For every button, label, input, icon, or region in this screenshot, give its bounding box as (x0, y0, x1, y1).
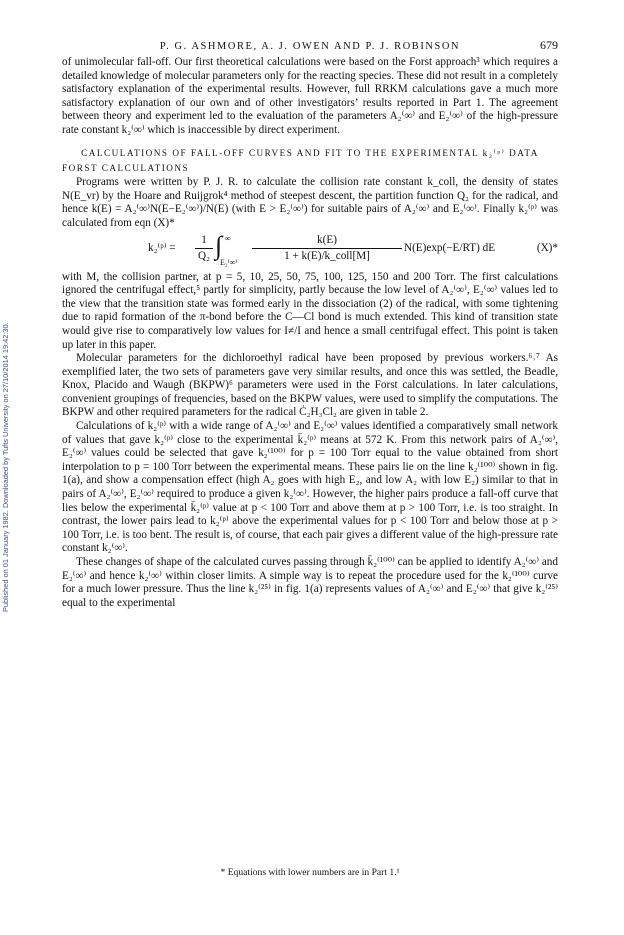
paragraph-calculations: Calculations of k₂⁽ᵖ⁾ with a wide range of A₂⁽∞⁾ and E₂⁽∞⁾ values identified a comparatively small network of values that gave k₂⁽ᵖ⁾ close to the experimental k̄₂⁽ᵖ⁾ means at 572 K. From this network pairs of A₂⁽∞⁾, E₂⁽∞⁾ values could be selected that gave k₂⁽¹⁰⁰⁾ for p = 100 Torr equal to the value obtained from short interpolation to p = 100 Torr between the experimental means. These pairs lie on the line k₂⁽¹⁰⁰⁾ shown in fig. 1(a), and show a compensation effect (high A₂ goes with high E₂, and low A₂ with low E₂) similar to that in pairs of A₂⁽∞⁾, E₂⁽∞⁾ required to produce a given k₂⁽∞⁾. However, the higher pairs produce a fall-off curve that lies below the experimental k̄₂⁽ᵖ⁾ value at p < 100 Torr and above them at p > 100 Torr, i.e. is too straight. In contrast, the lower pairs lead to k₂⁽ᵖ⁾ above the experimental values for p < 100 Torr and below those at p > 100 Torr, i.e. is too bent. The result is, of course, that each pair gives a different value of the high-pressure rate constant k₂⁽∞⁾. (62, 420, 558, 555)
integrand-numerator: k(E) (252, 234, 402, 250)
page-number: 679 (540, 38, 558, 52)
article-page (62, 40, 558, 610)
forst-paragraph: Programs were written by P. J. R. to calculate the collision rate constant k_coll, the density of states N(E_vr) by the Hoare and Ruijgrok⁴ method of steepest descent, the partition function Q₂ for the radical, and hence k(E) = A₂⁽∞⁾N(E−E₂⁽∞⁾)/N(E) (with E > E₂⁽∞⁾) for suitable pairs of A₂⁽∞⁾ and E₂⁽∞⁾. Finally k₂⁽ᵖ⁾ was calculated from eqn (X)* (62, 176, 558, 229)
running-head (62, 40, 558, 56)
equation-label: (X)* (536, 241, 558, 254)
equation-integrand-fraction (252, 234, 402, 264)
prefactor-numerator: 1 (195, 234, 213, 250)
running-head-authors: P. G. ASHMORE, A. J. OWEN AND P. J. ROBINSON (159, 41, 461, 52)
integral-upper-limit: ∞ (225, 233, 231, 243)
equation-x (62, 230, 558, 267)
integral-lower-limit: E₂⁽∞⁾ (220, 257, 238, 267)
paragraph-curve-shapes: These changes of shape of the calculated curves passing through k̄₂⁽¹⁰⁰⁾ can be applied to identify A₂⁽∞⁾ and E₂⁽∞⁾ and hence k₂⁽∞⁾ within closer limits. A simple way is to repeat the procedure used for the k₂⁽¹⁰⁰⁾ curve for a much lower pressure. Thus the line k₂⁽²⁵⁾ in fig. 1(a) represents values of A₂⁽∞⁾ and E₂⁽∞⁾ that give k₂⁽²⁵⁾ equal to the experimental (62, 556, 558, 609)
footnote: * Equations with lower numbers are in Part 1.¹ (220, 867, 400, 878)
section-heading: CALCULATIONS OF FALL-OFF CURVES AND FIT TO THE EXPERIMENTAL k₂⁽ᵖ⁾ DATA (81, 147, 539, 158)
integrand-denominator: 1 + k(E)/k_coll[M] (284, 250, 370, 263)
subsection-heading: FORST CALCULATIONS (62, 162, 190, 173)
equation-prefactor (195, 234, 213, 264)
paragraph-collision-partner: with M, the collision partner, at p = 5, 10, 25, 50, 75, 100, 125, 150 and 200 Torr. The first calculations ignored the centrifugal effect,⁵ partly for simplicity, partly because the low level of A₂⁽∞⁾, E₂⁽∞⁾ values led to the view that the transition state was formed early in the dissociation (2) of the radical, with some tightening due to rapid formation of the π-bond before the C—Cl bond is much extended. This kind of transition state would give rise to comparatively low values for I≠/I and hence a small centrifugal effect. This point is taken up later in this paper. (62, 270, 558, 351)
equation-tail: N(E)exp(−E/RT) dE (404, 241, 496, 254)
equation-lhs: k₂⁽ᵖ⁾ = (148, 241, 176, 254)
paragraph-molecular-parameters: Molecular parameters for the dichloroethyl radical have been proposed by previous workers.⁶˒⁷ As exemplified later, the two sets of parameters gave very similar results, and once this was settled, the Beadle, Knox, Placido and Waugh (BKPW)⁶ parameters were used in the Forst calculations. In later calculations, convenient groupings of frequencies, based on the BKPW values, were used to simplify the computations. The BKPW and other required parameters for the radical Ċ₂H₃Cl₂ are given in table 2. (62, 352, 558, 419)
intro-paragraph: of unimolecular fall-off. Our first theoretical calculations were based on the Forst approach³ which requires a detailed knowledge of molecular parameters only for the reacting species. These did not result in a completely satisfactory explanation of the experimental results. However, full RRKM calculations gave a much more satisfactory explanation of our own and of other investigators’ results reported in Part 1. The agreement between theory and experiment led to the evaluation of the parameters A₂⁽∞⁾ and E₂⁽∞⁾ of the high-pressure rate constant k₂⁽∞⁾ which is inaccessible by direct experiment. (62, 56, 558, 136)
integral-sign: ∫ (215, 230, 223, 260)
download-watermark-text: Published on 01 January 1982. Downloaded by Tufts University on 27/10/2014 19:42:30. (1, 322, 10, 612)
prefactor-denominator: Q₂ (198, 250, 210, 263)
download-watermark (0, 20, 10, 620)
